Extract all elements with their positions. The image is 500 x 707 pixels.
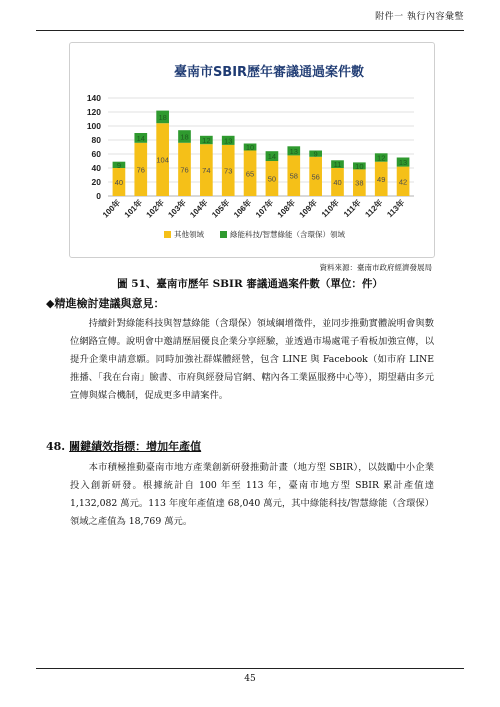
data-label-other: 76 xyxy=(180,165,189,175)
x-tick-label: 101年 xyxy=(122,198,145,220)
data-label-green: 13 xyxy=(289,146,298,156)
x-tick-label: 100年 xyxy=(100,198,123,220)
data-label-green: 14 xyxy=(267,152,277,162)
x-tick-label: 109年 xyxy=(297,198,320,220)
source-note: 資料來源：臺南市政府經濟發展局 xyxy=(319,263,432,272)
x-tick-label: 108年 xyxy=(275,198,298,220)
data-label-green: 14 xyxy=(136,133,145,143)
data-label-green: 9 xyxy=(116,160,122,170)
footer-divider xyxy=(36,668,464,669)
header-label: 附件一 執行內容彙整 xyxy=(375,12,464,22)
x-tick-label: 104年 xyxy=(188,198,210,220)
data-label-other: 76 xyxy=(136,165,145,175)
data-label-green: 9 xyxy=(313,149,318,159)
data-label-green: 12 xyxy=(202,136,211,145)
x-tick-label: 107年 xyxy=(253,198,276,220)
data-label-other: 49 xyxy=(377,174,386,184)
page-number: 45 xyxy=(244,674,256,684)
data-label-other: 56 xyxy=(311,172,320,182)
kpi-number: 48. xyxy=(46,440,66,453)
data-label-green: 10 xyxy=(355,161,364,171)
kpi-paragraph: 本市積極推動臺南市地方產業創新研發推動計畫（地方型 SBIR），以鼓勵中小企業投入創新研發。根據統計自 100 年至 113 年，臺南市地方型 SBIR 累計產值達 1,132,082 萬元。113 年度年產值達 68,040 萬元，其中綠能科技/智慧綠能（含環保）領域之產值為 18,769 萬元。 xyxy=(70,462,434,527)
section-paragraph: 持續針對綠能科技與智慧綠能（含環保）領域綱增徵件，並同步推動實體說明會與數位網路宣傳。說明會中邀請歷屆優良企業分享經驗，並透過市場處電子看板加強宣傳，以提升企業申請意願。同時加強社群媒體經營，包含 LINE 與 Facebook（如市府 LINE 推播、「我在台南」臉書、市府與經發局官網、轄內各工業區服務中心等），期望藉由多元宣傳與媒合機制，促成更多申請案件。 xyxy=(70,318,434,401)
data-label-other: 104 xyxy=(156,155,169,165)
data-label-other: 50 xyxy=(267,174,277,184)
y-tick-label: 100 xyxy=(86,121,101,131)
data-label-green: 12 xyxy=(377,153,386,163)
figure-caption: 圖 51、臺南市歷年 SBIR 審議通過案件數（單位：件） xyxy=(117,278,383,290)
y-tick-label: 140 xyxy=(86,93,101,103)
header-divider xyxy=(36,30,464,31)
x-tick-label: 102年 xyxy=(144,198,167,220)
x-tick-label: 110年 xyxy=(319,198,341,220)
chart-title: 臺南市SBIR歷年審議通過案件數 xyxy=(173,65,365,80)
x-tick-label: 103年 xyxy=(166,198,188,220)
chart-frame xyxy=(69,42,435,258)
data-label-other: 74 xyxy=(202,166,211,176)
y-tick-label: 40 xyxy=(91,163,101,173)
data-label-green: 13 xyxy=(398,158,408,168)
kpi-heading xyxy=(46,438,201,454)
data-label-green: 10 xyxy=(245,143,255,152)
data-label-other: 40 xyxy=(114,178,124,187)
data-label-other: 58 xyxy=(289,171,298,181)
data-label-other: 73 xyxy=(224,166,233,176)
section-heading: ◆精進檢討建議與意見： xyxy=(46,297,165,310)
kpi-title: 關鍵績效指標：增加年產值 xyxy=(69,440,202,453)
bar-chart xyxy=(70,43,434,257)
legend-swatch-other xyxy=(164,231,171,238)
data-label-other: 65 xyxy=(245,169,255,179)
legend-swatch-green xyxy=(220,231,227,238)
data-label-green: 18 xyxy=(158,112,167,122)
y-tick-label: 60 xyxy=(91,149,101,159)
x-tick-label: 112年 xyxy=(363,198,385,220)
x-tick-label: 113年 xyxy=(385,198,407,220)
y-tick-label: 20 xyxy=(91,177,101,187)
legend-label-other: 其他領域 xyxy=(174,230,204,239)
y-tick-label: 0 xyxy=(96,191,101,201)
data-label-other: 40 xyxy=(333,178,342,187)
data-label-green: 11 xyxy=(333,160,342,170)
x-tick-label: 111年 xyxy=(341,198,363,219)
x-tick-label: 105年 xyxy=(210,198,232,220)
legend-label-green: 綠能科技/智慧綠能（含環保）領域 xyxy=(230,230,346,239)
data-label-green: 18 xyxy=(180,132,189,142)
y-tick-label: 80 xyxy=(91,135,101,145)
data-label-other: 42 xyxy=(398,177,408,187)
y-tick-label: 120 xyxy=(86,107,101,117)
data-label-green: 13 xyxy=(224,136,233,146)
data-label-other: 38 xyxy=(355,178,364,188)
x-tick-label: 106年 xyxy=(232,198,254,220)
